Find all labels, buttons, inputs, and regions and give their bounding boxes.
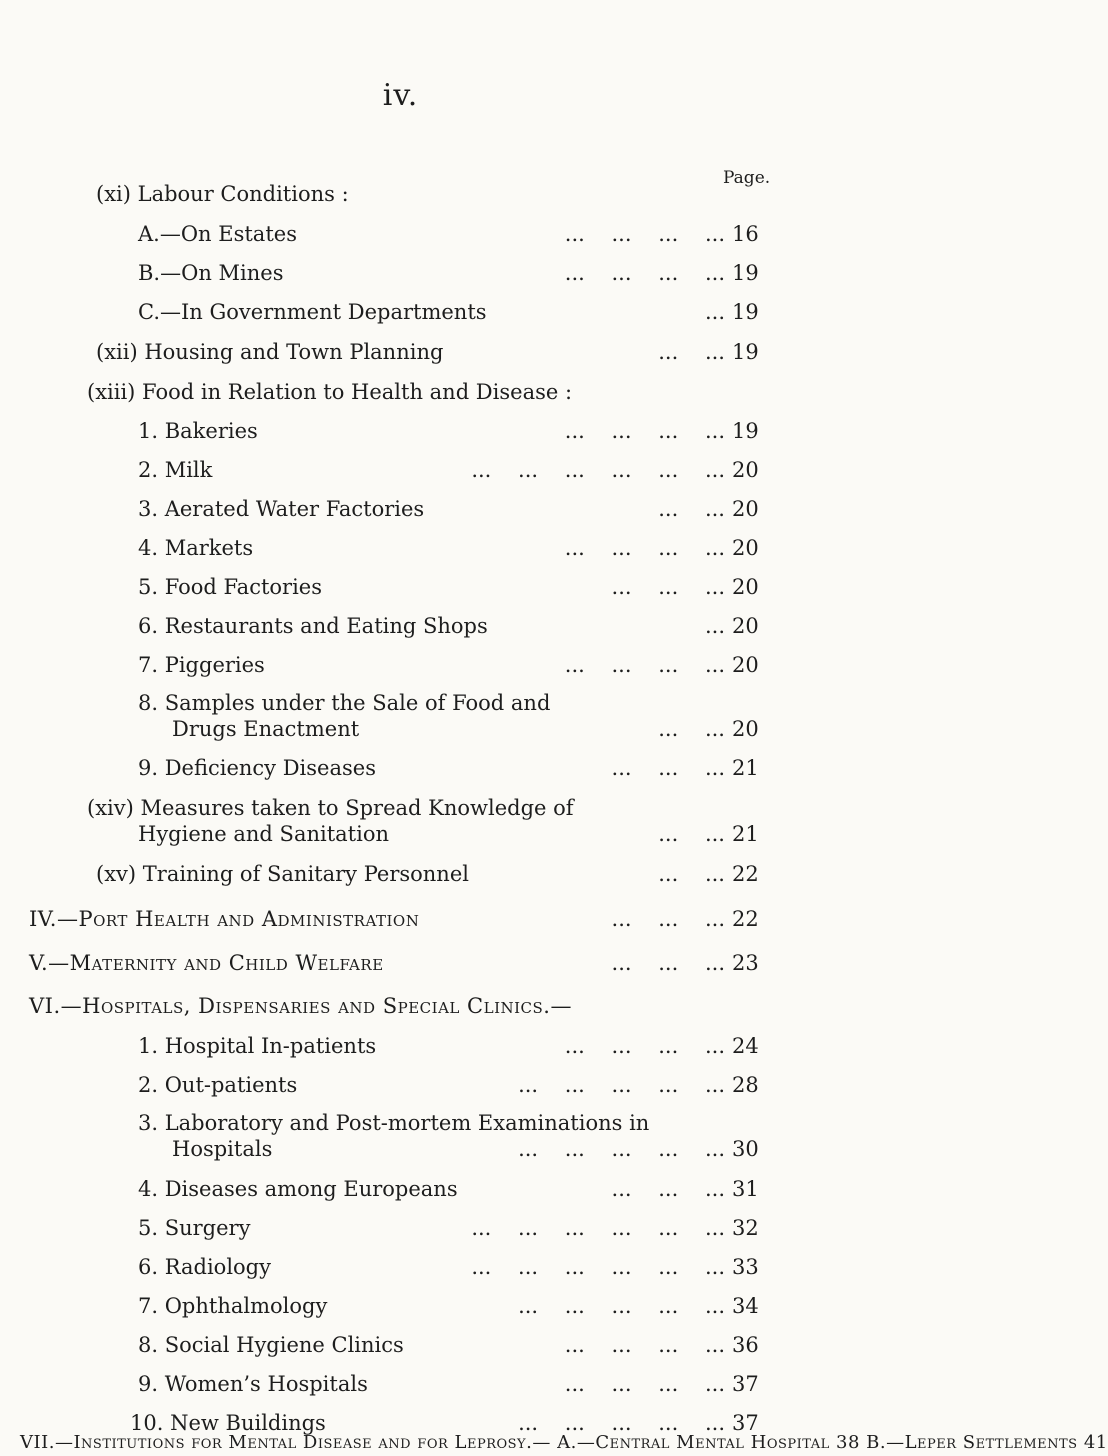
toc-entry — [0, 1136, 801, 1162]
dot-leader: ... ... ... ... ... ... — [471, 1255, 725, 1279]
toc-entry-label: A.—On Estates — [138, 222, 297, 246]
dot-leader: ... ... — [658, 717, 725, 741]
toc-page-number: 37 — [732, 1372, 759, 1396]
dot-leader: ... ... ... — [611, 1177, 725, 1201]
toc-entry-label: (xv) Training of Sanitary Personnel — [96, 862, 469, 886]
toc-entry — [0, 861, 801, 887]
toc-entry — [0, 652, 801, 678]
toc-entry-label: 8. Samples under the Sale of Food and — [138, 691, 551, 715]
dot-leader: ... — [704, 614, 725, 638]
toc-page-number: 41 — [1083, 1432, 1108, 1453]
toc-entry — [0, 260, 801, 286]
toc-section-vi: VI.—Hospitals, Dispensaries and Special Clinics.— — [29, 994, 572, 1018]
toc-entry-label: A.—Central Mental Hospital — [557, 1432, 830, 1453]
toc-page-number: 20 — [732, 458, 759, 482]
toc-page-number: 38 — [836, 1432, 860, 1453]
toc-page-number: 20 — [732, 614, 759, 638]
toc-section-v — [0, 950, 801, 976]
toc-entry-label: 9. Deficiency Diseases — [138, 756, 376, 780]
toc-section-vii — [20, 1432, 1108, 1454]
toc-entry — [0, 221, 801, 247]
toc-page-number: 33 — [732, 1255, 759, 1279]
toc-entry-label: 5. Surgery — [138, 1216, 251, 1240]
toc-section-label: IV.—Port Health and Administration — [29, 907, 420, 931]
toc-page-number: 37 — [732, 1411, 759, 1435]
toc-entry-label: (xii) Housing and Town Planning — [96, 340, 444, 364]
toc-page-number: 19 — [732, 261, 759, 285]
toc-entry-label: 7. Piggeries — [138, 653, 265, 677]
toc-entry-label: 5. Food Factories — [138, 575, 323, 599]
toc-page-number: 20 — [732, 575, 759, 599]
toc-page-number: 20 — [732, 536, 759, 560]
dot-leader: ... ... ... ... ... — [518, 1137, 725, 1161]
dot-leader: ... ... ... ... ... — [518, 1411, 725, 1435]
toc-entry — [0, 457, 801, 483]
toc-page-number: 22 — [732, 862, 759, 886]
toc-entry — [0, 1215, 801, 1241]
dot-leader: ... ... ... — [611, 951, 725, 975]
toc-entry — [0, 574, 801, 600]
toc-entry-label: 3. Laboratory and Post-mortem Examinations in — [138, 1111, 650, 1135]
dot-leader: ... ... ... — [611, 756, 725, 780]
dot-leader: ... ... — [658, 822, 725, 846]
dot-leader: ... ... ... — [611, 575, 725, 599]
toc-entry-label: 4. Diseases among Europeans — [138, 1177, 458, 1201]
toc-entry — [0, 1254, 801, 1280]
toc-section-iv — [0, 906, 801, 932]
dot-leader: ... ... ... ... — [564, 1372, 725, 1396]
toc-page-number: 23 — [732, 951, 759, 975]
toc-page-number: 20 — [732, 717, 759, 741]
toc-section-label: VII.—Institutions for Mental Disease and for — [20, 1432, 449, 1453]
toc-entry — [0, 1371, 801, 1397]
toc-entry — [0, 1332, 801, 1358]
toc-page-number: 22 — [732, 907, 759, 931]
toc-entry — [0, 755, 801, 781]
toc-entry — [0, 1033, 801, 1059]
toc-page-number: 20 — [732, 497, 759, 521]
toc-page-number: 30 — [732, 1137, 759, 1161]
toc-entry-label: 7. Ophthalmology — [138, 1294, 328, 1318]
toc-entry-label: 6. Restaurants and Eating Shops — [138, 614, 488, 638]
toc-page-number: 32 — [732, 1216, 759, 1240]
toc-entry-label: B.—Leper Settlements — [866, 1432, 1078, 1453]
dot-leader: ... ... ... ... — [564, 1034, 725, 1058]
toc-entry — [0, 496, 801, 522]
toc-entry — [0, 299, 801, 325]
toc-heading-xiii: (xiii) Food in Relation to Health and Disease : — [87, 380, 573, 404]
toc-entry-label: 2. Milk — [138, 458, 213, 482]
toc-entry-label: 6. Radiology — [138, 1255, 271, 1279]
dot-leader: ... — [704, 300, 725, 324]
toc-section-label: V.—Maternity and Child Welfare — [29, 951, 384, 975]
dot-leader: ... ... ... ... ... — [518, 1294, 725, 1318]
toc-entry — [0, 1293, 801, 1319]
toc-page-number: 19 — [732, 419, 759, 443]
toc-entry-label: 10. New Buildings — [130, 1411, 326, 1435]
toc-entry-label: 2. Out-patients — [138, 1073, 298, 1097]
toc-entry-label: 1. Bakeries — [138, 419, 258, 443]
toc-entry — [0, 535, 801, 561]
toc-entry-label: 3. Aerated Water Factories — [138, 497, 425, 521]
dot-leader: ... ... — [658, 497, 725, 521]
toc-entry — [0, 418, 801, 444]
toc-page-number: 24 — [732, 1034, 759, 1058]
toc-entry-label: Drugs Enactment — [172, 717, 360, 741]
toc-entry — [0, 1176, 801, 1202]
dot-leader: ... ... ... ... ... ... — [471, 1216, 725, 1240]
toc-entry — [0, 339, 801, 365]
dot-leader: ... ... ... ... — [564, 653, 725, 677]
toc-page-number: 19 — [732, 340, 759, 364]
toc-entry-label: 8. Social Hygiene Clinics — [138, 1333, 404, 1357]
dot-leader: ... ... ... ... — [564, 261, 725, 285]
toc-page-number: 21 — [732, 822, 759, 846]
dot-leader: ... ... — [658, 862, 725, 886]
toc-entry-label: 4. Markets — [138, 536, 254, 560]
toc-page-number: 31 — [732, 1177, 759, 1201]
toc-entry — [0, 613, 801, 639]
toc-page-number: 20 — [732, 653, 759, 677]
toc-section-label: Leprosy.— — [454, 1432, 551, 1453]
dot-leader: ... ... ... ... ... ... — [471, 458, 725, 482]
toc-entry-label: 1. Hospital In-patients — [138, 1034, 377, 1058]
toc-entry — [0, 821, 801, 847]
toc-page-number: 16 — [732, 222, 759, 246]
toc-entry-label: Hygiene and Sanitation — [138, 822, 389, 846]
toc-page-number: 21 — [732, 756, 759, 780]
toc-heading-xi: (xi) Labour Conditions : — [96, 182, 349, 206]
toc-entry — [0, 1072, 801, 1098]
toc-page-number: 34 — [732, 1294, 759, 1318]
toc-page-number: 19 — [732, 300, 759, 324]
dot-leader: ... ... ... — [611, 907, 725, 931]
dot-leader: ... ... ... ... — [564, 419, 725, 443]
toc-entry-label: 9. Women’s Hospitals — [138, 1372, 368, 1396]
dot-leader: ... ... ... ... — [564, 222, 725, 246]
toc-entry — [0, 716, 801, 742]
toc-entry-label: Hospitals — [172, 1137, 273, 1161]
dot-leader: ... ... ... ... — [564, 536, 725, 560]
toc-entry-label: C.—In Government Departments — [138, 300, 487, 324]
page-number: iv. — [382, 78, 419, 113]
toc-page-number: 36 — [732, 1333, 759, 1357]
dot-leader: ... ... ... ... — [564, 1333, 725, 1357]
toc-entry-label: B.—On Mines — [138, 261, 284, 285]
page-column-label: Page. — [723, 168, 771, 188]
dot-leader: ... ... — [658, 340, 725, 364]
dot-leader: ... ... ... ... ... — [518, 1073, 725, 1097]
toc-page-number: 28 — [732, 1073, 759, 1097]
toc-entry-label: (xiv) Measures taken to Spread Knowledge of — [87, 796, 574, 820]
